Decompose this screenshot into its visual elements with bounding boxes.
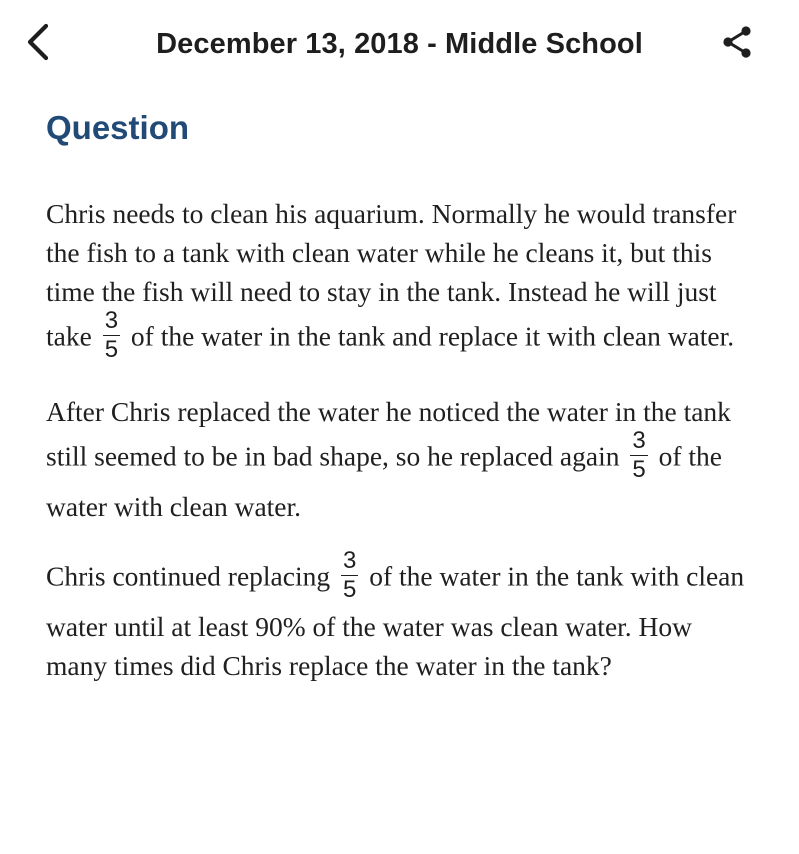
paragraph-text: of the water in the tank with clean water until at least 90% of the water was clean water. How many times did Chris replace the water in the tank? [46, 560, 745, 681]
paragraph-text: Chris needs to clean his aquarium. Normally he would transfer the fish to a tank with clean water while he cleans it, but this time the fish will need to stay in the tank. Instead he will just take [46, 198, 737, 352]
paragraph-text: After Chris replaced the water he noticed the water in the tank still seemed to be in bad shape, so he replaced again [46, 396, 731, 472]
fraction-numerator: 3 [342, 547, 357, 574]
question-body [46, 194, 756, 710]
fraction [630, 427, 647, 483]
fraction-numerator: 3 [104, 307, 119, 334]
fraction-denominator: 5 [342, 576, 357, 603]
page-title: December 13, 2018 - Middle School [156, 28, 643, 60]
question-paragraph-2 [46, 392, 756, 526]
fraction [103, 307, 120, 363]
fraction-numerator: 3 [632, 427, 646, 454]
fraction-denominator: 5 [632, 456, 646, 483]
question-paragraph-3 [46, 547, 756, 685]
question-paragraph-1 [46, 194, 756, 367]
paragraph-text: Chris continued replacing [46, 560, 331, 592]
paragraph-text: of the water in the tank and replace it with clean water. [130, 320, 735, 352]
paragraph-text: of the water with clean water. [46, 440, 722, 522]
fraction [341, 547, 358, 603]
share-icon [718, 23, 756, 66]
fraction-denominator: 5 [104, 336, 119, 363]
share-button[interactable] [715, 22, 759, 66]
section-title: Question [46, 109, 190, 146]
top-bar [0, 0, 799, 86]
